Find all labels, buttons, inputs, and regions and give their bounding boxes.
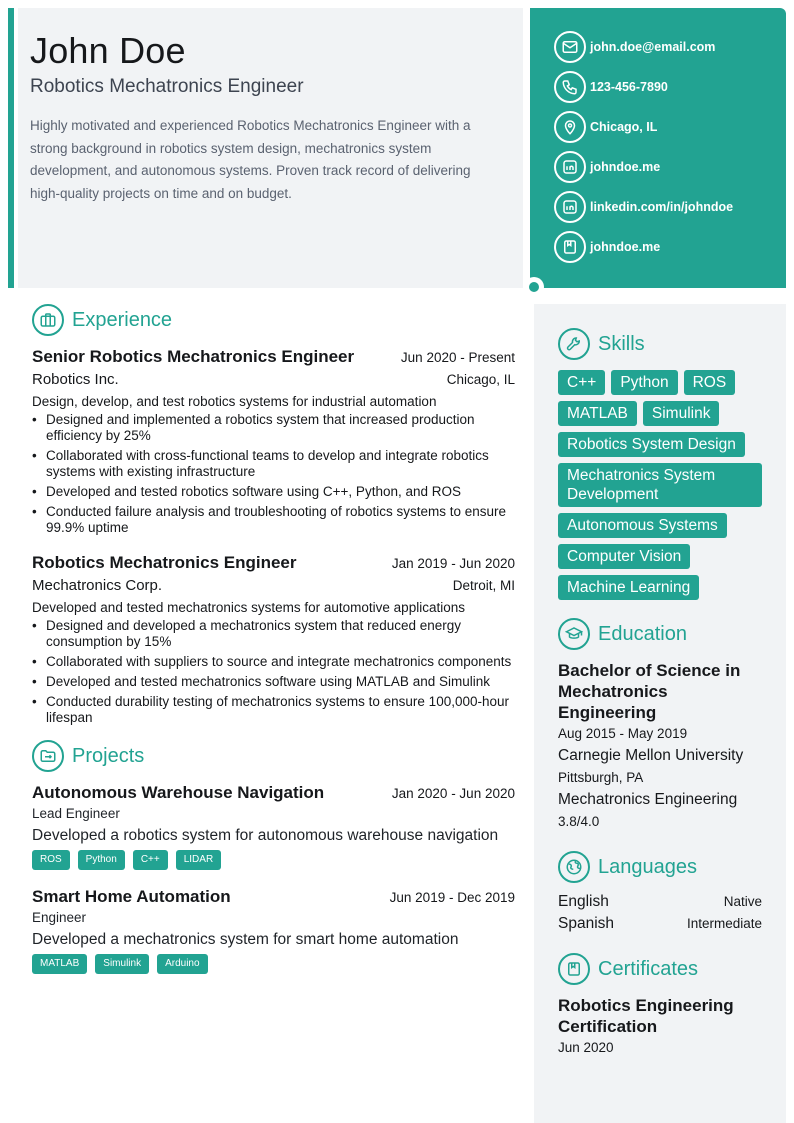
bullet: • Developed and tested robotics software using C++, Python, and ROS xyxy=(32,484,515,500)
skill-tag: Mechatronics System Development xyxy=(558,463,762,507)
school-location: Pittsburgh, PA xyxy=(558,770,644,785)
sidebar xyxy=(534,304,786,1123)
field-of-study: Mechatronics Engineering xyxy=(558,791,738,808)
language-name: Spanish xyxy=(558,915,615,932)
contact-portfolio[interactable] xyxy=(554,231,786,263)
bullet: • Conducted failure analysis and troubleshooting of robotics systems to ensure 99.9% uptime xyxy=(32,504,515,536)
contact-text: john.doe@email.com xyxy=(590,40,716,54)
job-entry xyxy=(32,346,515,536)
contact-text: 123-456-7890 xyxy=(590,80,668,94)
bullet: • Conducted durability testing of mechatronics systems to ensure 100,000-hour lifespan xyxy=(32,694,515,726)
education-dates: Aug 2015 - May 2019 xyxy=(558,726,688,741)
tag: LIDAR xyxy=(176,850,221,870)
skill-tag: Machine Learning xyxy=(558,575,699,600)
bullet: • Collaborated with cross-functional teams to develop and integrate robotics systems with existing infrastructure xyxy=(32,448,515,480)
language-level: Native xyxy=(723,894,762,909)
graduation-cap-icon xyxy=(558,618,590,650)
project-date: Jan 2020 - Jun 2020 xyxy=(391,786,515,801)
linkedin-icon xyxy=(554,151,586,183)
section-title: Education xyxy=(598,622,687,645)
bullet: • Developed and tested mechatronics software using MATLAB and Simulink xyxy=(32,674,515,690)
timeline-dot xyxy=(524,277,544,297)
bullet: • Collaborated with suppliers to source and integrate mechatronics components xyxy=(32,654,515,670)
school: Carnegie Mellon University xyxy=(558,747,744,764)
languages-heading xyxy=(558,851,762,883)
certificates-heading xyxy=(558,953,762,985)
skills-heading xyxy=(558,328,762,360)
tag: C++ xyxy=(133,850,168,870)
tag: MATLAB xyxy=(32,954,87,974)
section-title: Experience xyxy=(72,308,173,331)
header xyxy=(18,8,523,288)
skill-tag: MATLAB xyxy=(558,401,637,426)
language-level: Intermediate xyxy=(686,916,762,931)
project-tags xyxy=(32,954,515,974)
skill-tag: Python xyxy=(611,370,677,395)
job-title: Robotics Mechatronics Engineer xyxy=(32,553,297,572)
skills-list xyxy=(558,370,762,600)
section-title: Certificates xyxy=(598,957,699,980)
job-bullets xyxy=(32,412,515,536)
summary: Highly motivated and experienced Robotics Mechatronics Engineer with a strong background in robotics system design, mechatronics system development, and autonomous systems. Proven track record of delivering high-quality projects on time and on budget. xyxy=(30,118,471,201)
project-role: Lead Engineer xyxy=(32,806,120,821)
contact-email[interactable] xyxy=(554,31,786,63)
skill-tag: Computer Vision xyxy=(558,544,690,569)
contact-location xyxy=(554,111,786,143)
project-role: Engineer xyxy=(32,910,87,925)
project-date: Jun 2019 - Dec 2019 xyxy=(389,890,515,905)
project-name: Autonomous Warehouse Navigation xyxy=(32,783,325,802)
job-bullets xyxy=(32,618,515,726)
project-entry xyxy=(32,886,515,974)
project-description: Developed a robotics system for autonomous warehouse navigation xyxy=(32,827,499,844)
job-title-heading: Robotics Mechatronics Engineer xyxy=(30,76,304,97)
phone-icon xyxy=(554,71,586,103)
email-icon xyxy=(554,31,586,63)
job-description: Developed and tested mechatronics systems for automotive applications xyxy=(32,600,465,615)
job-date: Jun 2020 - Present xyxy=(400,350,515,365)
experience-heading xyxy=(32,304,515,336)
project-tags xyxy=(32,850,515,870)
location-icon xyxy=(554,111,586,143)
projects-heading xyxy=(32,740,515,772)
contact-website[interactable] xyxy=(554,151,786,183)
job-description: Design, develop, and test robotics systems for industrial automation xyxy=(32,394,437,409)
job-date: Jan 2019 - Jun 2020 xyxy=(391,556,515,571)
briefcase-icon xyxy=(32,304,64,336)
job-title: Senior Robotics Mechatronics Engineer xyxy=(32,347,355,366)
certificate-name: Robotics Engineering Certification xyxy=(558,996,734,1036)
job-location: Chicago, IL xyxy=(446,372,515,387)
name: John Doe xyxy=(30,30,186,71)
job-entry xyxy=(32,552,515,726)
accent-bar xyxy=(8,8,14,288)
contact-text: johndoe.me xyxy=(590,160,661,174)
tag: ROS xyxy=(32,850,70,870)
contact-linkedin[interactable] xyxy=(554,191,786,223)
contact-text: linkedin.com/in/johndoe xyxy=(590,200,734,214)
language-name: English xyxy=(558,893,609,910)
contact-text: johndoe.me xyxy=(590,240,661,254)
section-title: Projects xyxy=(72,744,145,767)
skill-tag: C++ xyxy=(558,370,605,395)
contact-phone[interactable] xyxy=(554,71,786,103)
section-title: Skills xyxy=(598,332,645,355)
certificate-date: Jun 2020 xyxy=(558,1040,614,1055)
bullet: • Designed and developed a mechatronics system that reduced energy consumption by 15% xyxy=(32,618,515,650)
language-row xyxy=(558,913,762,935)
project-description: Developed a mechatronics system for smart home automation xyxy=(32,931,459,948)
portfolio-icon xyxy=(554,231,586,263)
education-heading xyxy=(558,618,762,650)
section-title: Languages xyxy=(598,855,697,878)
project-entry xyxy=(32,782,515,870)
skill-tag: Simulink xyxy=(643,401,720,426)
education-section xyxy=(558,618,762,833)
company: Robotics Inc. xyxy=(32,371,119,388)
certificates-section xyxy=(558,953,762,1059)
contact-text: Chicago, IL xyxy=(590,120,658,134)
skill-tag: Autonomous Systems xyxy=(558,513,727,538)
skill-tag: Robotics System Design xyxy=(558,432,745,457)
degree: Bachelor of Science in Mechatronics Engineering xyxy=(558,661,741,722)
globe-icon xyxy=(558,851,590,883)
languages-section xyxy=(558,851,762,935)
tag: Simulink xyxy=(95,954,149,974)
tag: Arduino xyxy=(157,954,207,974)
job-location: Detroit, MI xyxy=(452,578,515,593)
skill-tag: ROS xyxy=(684,370,736,395)
main-column xyxy=(32,304,515,974)
bullet: • Designed and implemented a robotics system that increased production efficiency by 25% xyxy=(32,412,515,444)
tag: Python xyxy=(78,850,125,870)
linkedin-icon xyxy=(554,191,586,223)
language-row xyxy=(558,891,762,913)
project-name: Smart Home Automation xyxy=(32,887,231,906)
certificate-icon xyxy=(558,953,590,985)
folder-icon xyxy=(32,740,64,772)
company: Mechatronics Corp. xyxy=(32,577,163,594)
gpa: 3.8/4.0 xyxy=(558,814,600,829)
wrench-icon xyxy=(558,328,590,360)
contact-panel xyxy=(530,8,786,288)
